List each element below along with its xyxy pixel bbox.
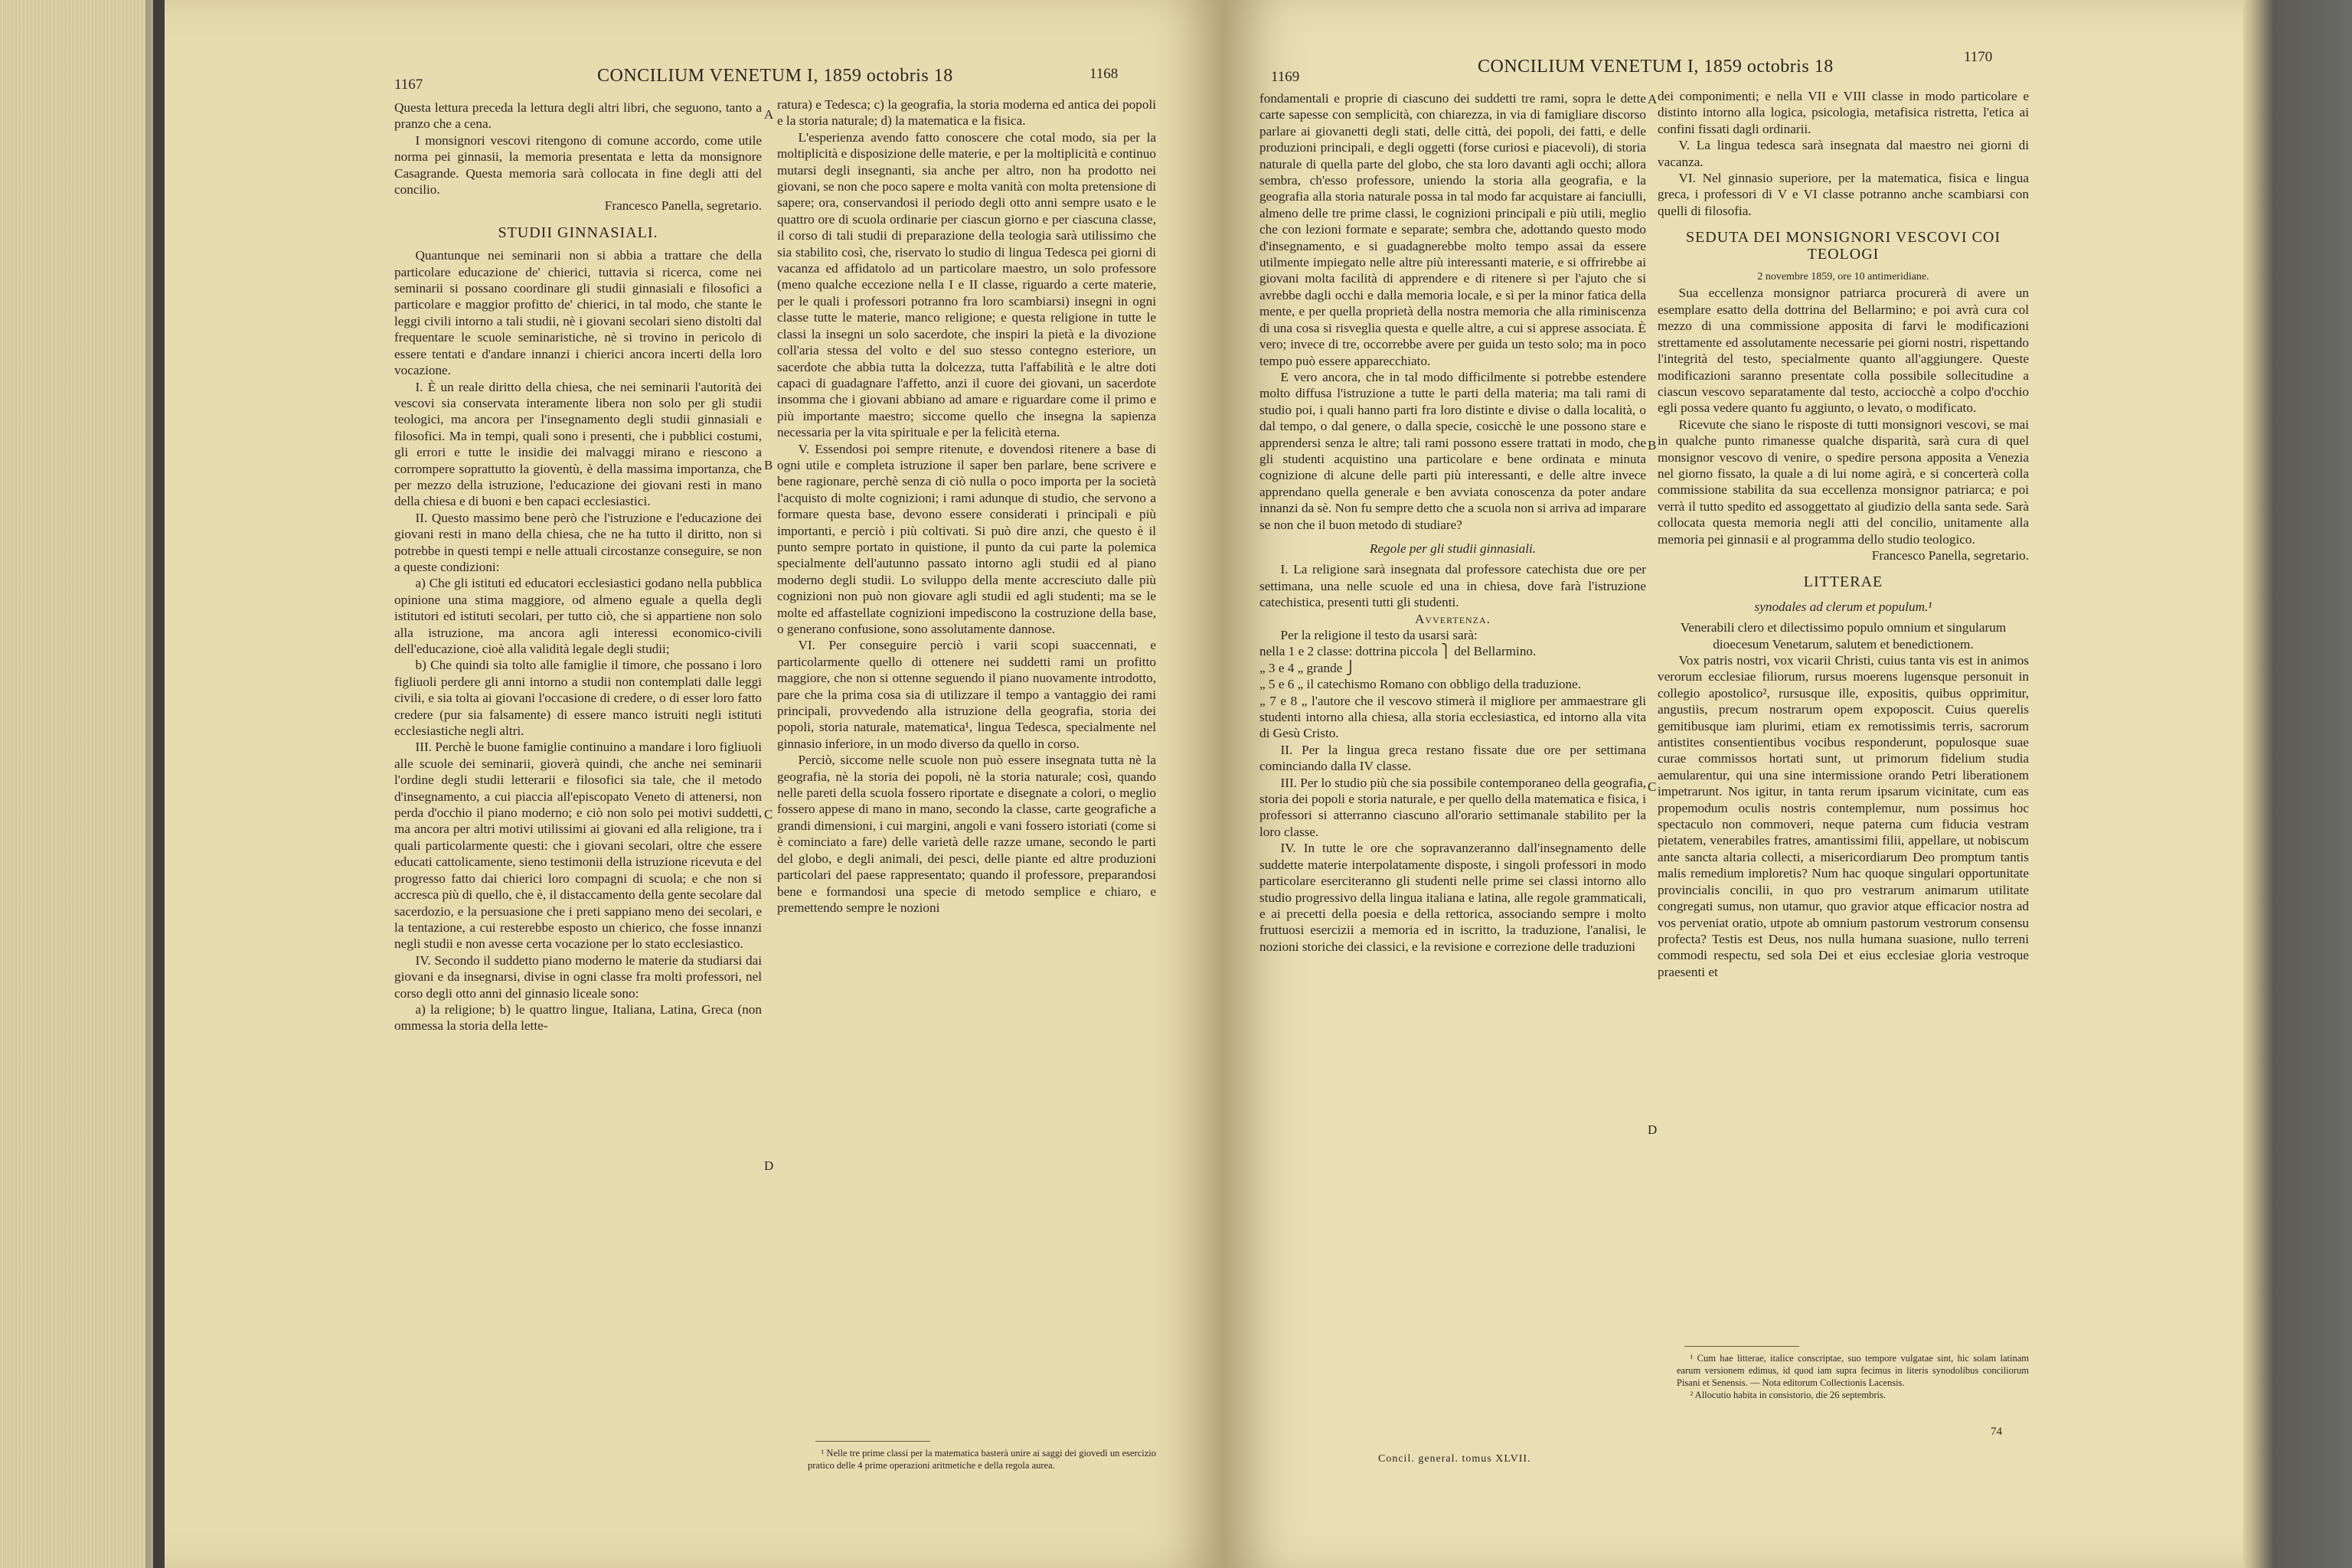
date-line: 2 novembre 1859, ore 10 antimeridiane. [1757, 271, 1929, 283]
section-heading: LITTERAE [1803, 573, 1883, 591]
signature-mark: 74 [1991, 1426, 2002, 1438]
paragraph: b) Che quindi sia tolto alle famiglie il timore, che possano i loro figliuoli perdere gli anni intorno a studii non contemplati dalle leggi civili, e sia tolta ai giovani l'occasione di credere, o di esser loro fatto credere (pur sia falsamente) di essere manco istruiti negli istituti ecclesiastiche negli altri. [394, 658, 762, 739]
margin-letter-a: A [764, 107, 774, 122]
paragraph: L'esperienza avendo fatto conoscere che cotal modo, sia per la moltiplicità e disposizione delle materie, e per la moltiplicità e continuo mutarsi degli insegnanti, sia anche per altro, non ha prodotto nei giovani, se non che poco sapere e molta vanità con molta pretensione di sapere; ora, conservandosi il periodo degli otto anni sempre usato e le quattro ore di scuola ordinarie per ciascun giorno e per ciascuna classe, il corso di tali studii di preparazione della teologia sarà utilissimo che sia stabilito così, che, riservato lo studio di lingua Tedesca pei giorni di vacanza ed affidatolo ad un particolare maestro, un solo professore (meno qualche eccezione nella I e II classe, riguardo a certe materie, per le quali i professori potranno fra loro scambiarsi) insegni in ogni classe tutte le materie, manco religione; e questa religione in tutte le classi la insegni un solo sacerdote, che inspiri la pietà e la divozione coll'aria stessa del volto e del suo stesso contegno esteriore, un sacerdote che abbia tutta la dolcezza, tutta l'affabilità e le altre doti capaci di guadagnare l'affetto, anzi il cuore dei giovani, un sacerdote insomma che i giovani abbiano ad amare e riguardare come il primo e più importante maestro; siccome quello che insegna la sapienza necessaria per la vita spirituale e per la felicità eterna. [777, 129, 1156, 440]
section-heading: SEDUTA DEI MONSIGNORI VESCOVI COI TEOLOGI [1685, 229, 2001, 263]
margin-letter-b: B [764, 458, 773, 472]
page-number-1167: 1167 [394, 77, 423, 93]
paragraph: I. La religione sarà insegnata dal professore catechista due ore per settimana, una nelle scuole ed una in chiesa, dove farà l'istruzione catechistica, presenti tutti gli studenti. [1259, 562, 1646, 610]
signature-line: Francesco Panella, segretario. [1871, 547, 2029, 563]
left-running-header: CONCILIUM VENETUM I, 1859 octobris 18 [597, 66, 953, 86]
subheading: Avvertenza. [1415, 611, 1491, 626]
paragraph: III. Per lo studio più che sia possibile contemporaneo della geografia, storia dei popoli e storia naturale, e per quello della matematica e fisica, i professori si atterranno ciascuno all'orario settimanale stabilito per la loro classe. [1259, 775, 1646, 839]
paragraph: E vero ancora, che in tal modo difficilmente si potrebbe estendere molto diffusa l'istruzione a tutte le parti della materia; ma tali rami di studio poi, i quali hanno parti fra loro distinte e divise o dalla località, o dal tempo, o dal genere, o dalla specie, cosicchè le une possono stare e apprendersi senza le altre; tali rami possono essere trattati in modo, che gli studenti acquistino una particolare e bene ordinata e minuta cognizione di alcune delle parti più interessanti, e delle altre invece apprendano quella generale e ben avviata conoscenza da poter andare innanzi da sè. Non fu sempre detto che a scuola non si arriva ad imparare se non che il buon metodo di studiare? [1259, 369, 1646, 532]
paragraph: Sua eccellenza monsignor patriarca procurerà di avere un esemplare esatto della dottrina del Bellarmino; e poi avrà cura col mezzo di una commissione apposita di farvi le modificazioni strettamente ed assolutamente necessarie pei giorni nostri, rispettando l'integrità del testo, specialmente quanto all'aggiungere. Queste modificazioni saranno presentate colla possibile sollecitudine a ciascun vescovo separatamente dal testo, acciocchè a colpo d'occhio egli possa vedere quanto fu aggiunto, o levato, o modificato. [1658, 286, 2029, 416]
footnote-2: ² Allocutio habita in consistorio, die 26 septembris. [1690, 1390, 1886, 1400]
paragraph: II. Questo massimo bene però che l'istruzione e l'educazione dei giovani resti in mano della chiesa, che ne ha tutto il diritto, non si potrebbe in questi tempi e nelle attuali circostanze conseguire, se non a queste condizioni: [394, 510, 762, 574]
margin-letter-d: D [1648, 1122, 1658, 1137]
paragraph: „ 3 e 4 „ grande ⎭ [1259, 660, 1356, 675]
paragraph: II. Per la lingua greca restano fissate due ore per settimana cominciando dalla IV classe. [1259, 742, 1646, 774]
margin-letter-a: A [1648, 92, 1658, 106]
book-page-stack [0, 0, 153, 1568]
left-footnote [808, 1447, 1156, 1472]
paragraph: III. Perchè le buone famiglie continuino a mandare i loro figliuoli alle scuole dei seminarii, gioverà quindi, che anche nei seminarii l'ordine degli studii letterarii e filosofici sia tale, che il metodo d'insegnamento, a cui piaccia all'episcopato Veneto di attenersi, non perda d'occhio il piano moderno; e ciò non solo pei motivi suddetti, ma ancora per altri motivi utilissimi ai giovani ed alla religione, tra i quali particolarmente questi: che i giovani secolari, oltre che essere educati cattolicamente, sieno testimonii della istruzione ricevuta e del progresso fatto dai chierici loro compagni di scuola; e che non si accresca più di quello, che è, il distaccamento della gente secolare dal sacerdozio, e la persuasione che i preti sappiano meno dei secolari, e la tentazione, a cui resterebbe esposto un chierico, che fosse innanzi negli studii e non avesse certa vocazione per lo stato ecclesiastico. [394, 740, 762, 952]
paragraph: Ricevute che siano le risposte di tutti monsignori vescovi, se mai in qualche punto rimanesse qualche disparità, sarà cura di quel monsignor vescovo di venire, o spedire persona apposita a Venezia nel giorno fissato, la quale a di lui nome agirà, e si concerterà colla commissione stabilita da sua eccellenza monsignor patriarca; e poi verrà il tutto spedito ed assoggettato al giudizio della santa sede. Sarà collocata questa memoria negli atti del concilio, unitamente alla memoria pei ginnasii e al programma dello studio teologico. [1658, 416, 2029, 547]
footnote-text: ¹ Nelle tre prime classi per la matematica basterà unire ai saggi dei giovedì un esercizio pratico delle 4 prime operazioni aritmetiche e della regola aurea. [808, 1448, 1156, 1471]
paragraph: nella 1 e 2 classe: dottrina piccola ⎫ del Bellarmino. [1259, 644, 1537, 659]
footnote-1: ¹ Cum hae litterae, italice conscriptae, suo tempore vulgatae sint, hic solam latinam earum versionem edimus, id quod iam supra fecimus in literis synodolibus conciliorum Pisani et Senensis. — Nota editorum Collectionis Lacensis. [1677, 1353, 2029, 1388]
right-page [1225, 0, 2243, 1568]
volume-footer: Concil. general. tomus XLVII. [1378, 1453, 1531, 1465]
paragraph: Quantunque nei seminarii non si abbia a trattare che della particolare educazione de' chierici, tuttavia si ricerca, come nei seminarii si possano coordinare gli studii ginnasiali e filosofici a particolare e maggior profitto de' chierici, in tal modo, che stante le leggi civili intorno a tali studii, nè i giovani secolari sieno distolti dal frequentare le scuole seminaristiche, nè si trovino in pericolo di essere tentati e d'andare innanzi i chierici ancora incerti della loro vocazione. [394, 248, 762, 378]
paragraph: VI. Per conseguire perciò i varii scopi suaccennati, e particolarmente quello di ottenere nei suddetti rami un profitto maggiore, che non si ottenne seguendo il piano nuovamente introdotto, pare che la prima cosa sia di utilizzare il tempo a vantaggio dei rami principali, provvedendo alla istruzione della geografia, storia dei popoli, storia naturale, matematica¹, lingua Tedesca, specialmente nel ginnasio inferiore, in un modo diverso da quello in corso. [777, 638, 1156, 751]
paragraph: „ 5 e 6 „ il catechismo Romano con obbligo della traduzione. [1259, 677, 1582, 692]
margin-letter-c: C [764, 807, 773, 822]
paragraph: I monsignori vescovi ritengono di comune accordo, come utile norma pei ginnasii, la memoria presentata e letta da monsignore Casagrande. Questa memoria sarà collocata in fine degli atti del concilio. [394, 132, 762, 198]
footnote-rule [815, 1441, 930, 1442]
paragraph: a) Che gli istituti ed educatori ecclesiastici godano nella pubblica opinione una stima maggiore, od almeno eguale a quella degli istitutori ed istituti secolari, per tutto ciò, che si appartiene non solo alla istruzione, ma ancora agli interessi economico-civili dell'educazione, cioè alla validità legale degli studii; [394, 576, 762, 656]
paragraph: I. È un reale diritto della chiesa, che nei seminarii l'autorità dei vescovi sia conservata interamente libera non solo per gli studii teologici, ma ancora per l'insegnamento degli studii ginnasiali e filosofici. Ma in tempi, quali sono i presenti, che i pubblici costumi, gli errori e tutte le insidie dei malvaggi mirano e riescono a corrompere soprattutto la gioventù, è della massima importanza, che per mezzo della istruzione, l'educazione dei giovani resti in mano della chiesa e di buoni e ben capaci ecclesiastici. [394, 379, 762, 509]
paragraph: Per la religione il testo da usarsi sarà: [1280, 628, 1478, 642]
right-running-header: CONCILIUM VENETUM I, 1859 octobris 18 [1478, 57, 1834, 77]
left-column-1 [394, 100, 762, 1034]
page-number-1170: 1170 [1964, 49, 1993, 65]
margin-letter-b: B [1648, 438, 1657, 452]
paragraph: a) la religione; b) le quattro lingue, Italiana, Latina, Greca (non ommessa la storia della lette- [394, 1001, 762, 1034]
paragraph: V. La lingua tedesca sarà insegnata dal maestro nei giorni di vacanza. [1658, 138, 2029, 169]
paragraph: IV. In tutte le ore che sopravanzeranno dall'insegnamento delle suddette materie interpolatamente disposte, i singoli professori in modo particolare eserciteranno gli studenti nelle prime sei classi intorno allo studio progressivo della lingua italiana e latina, alle regole grammaticali, e ai precetti della poesia e della rettorica, associando sempre i molto fruttuosi esercizii a memoria ed in iscritto, la traduzione, l'analisi, le nozioni storiche dei classici, e la revisione e correzione delle traduzioni [1259, 841, 1646, 954]
left-page [165, 0, 1225, 1568]
right-footnotes [1677, 1352, 2029, 1401]
right-column-1 [1259, 90, 1646, 955]
signature-line: Francesco Panella, segretario. [604, 198, 762, 214]
left-column-2 [777, 96, 1156, 916]
margin-letter-d: D [764, 1158, 774, 1173]
footnote-rule [1684, 1346, 1799, 1347]
right-cover-edge [2243, 0, 2352, 1568]
page-number-1168: 1168 [1089, 66, 1119, 82]
paragraph: V. Essendosi poi sempre ritenute, e dovendosi ritenere a base di ogni utile e completa istruzione il saper ben parlare, bene scrivere e bene ragionare, perchè senza di ciò nulla o poco importa per la società l'acquisto di molte cognizioni; i rami adunque di studio, che servono a formare questa base, devono essere considerati i principali e più importanti, e perciò i più coltivati. Si può dire anzi, che questo è il punto sempre portato in quistione, il punto da cui parte la polemica specialmente dell'autunno passato intorno agli studii ed al piano moderno degli studii. Lo sviluppo della mente accresciuto dalle più cognizioni non può non giovare agli studii ed agli studenti; ma se le molte ed affastellate cognizioni impediscono la costruzione della base, o generano confusione, sono assolutamente dannose. [777, 441, 1156, 636]
paragraph: fondamentali e proprie di ciascuno dei suddetti tre rami, sopra le dette carte sapesse con semplicità, con chiarezza, in via di famigliare discorso parlare ai giovanetti degli stati, delle città, dei popoli, dei fatti, e delle produzioni principali, e degli oggetti (forse curiosi e piacevoli), di storia naturale di quella parte del globo, che sta loro davanti agli occhi; allora sembra, ch'esso professore, uniendo la storia alla geografia, e la geografia alla storia naturale possa in tal modo far acquistare ai fanciulli, almeno delle tre prime classi, le cognizioni principali e più utili, meglio che con lezioni formate e separate; sembra che, adottando questo modo d'insegnamento, e si guadagnerebbe molto tempo assai da essere utilmente impiegato nelle altre più interessanti materie, e si offrirebbe ai giovani molta facilità di apprendere e di ritenere sì per l'ajuto che si avrebbe dagli occhi e dalla memoria locale, e sì per la minor fatica della mente, e per quella proprietà della nostra memoria che alla riminiscenza di una cosa si risveglia questa e quelle altre, a cui si apprese associata. È vero; invece di tre, occorrebbe avere per guida un testo solo; ma in poco tempo può essere apparecchiato. [1259, 91, 1646, 368]
paragraph: ratura) e Tedesca; c) la geografia, la storia moderna ed antica dei popoli e la storia naturale; d) la matematica e la fisica. [777, 97, 1156, 129]
paragraph: Perciò, siccome nelle scuole non può essere insegnata tutta nè la geografia, nè la storia dei popoli, nè la storia naturale; così, quando nelle pareti della scuola fossero riportate e disegnate a colori, o meglio fossero appese di mano in mano, secondo la classe, carte geografiche a grandi dimensioni, i cui margini, angoli e vani fossero istoriati (come si è cominciato a fare) delle varietà delle razze umane, secondo le parti del globo, e degli animali, dei pesci, delle piante ed altre produzioni particolari del paese rappresentato; quando il professore, preparandosi bene e formandosi una specie di metodo semplice e chiaro, e premettendo sempre le nozioni [777, 753, 1156, 915]
paragraph: Venerabili clero et dilectissimo populo omnium et singularum dioecesum Venetarum, salutem et benedictionem. [1680, 620, 2007, 652]
paragraph: Questa lettura preceda la lettura degli altri libri, che seguono, tanto a pranzo che a cena. [394, 100, 762, 132]
margin-letter-c: C [1648, 779, 1657, 794]
page-number-1169: 1169 [1271, 69, 1300, 85]
italic-subheading: synodales ad clerum et populum.¹ [1754, 599, 1932, 614]
section-heading: STUDII GINNASIALI. [498, 224, 658, 241]
paragraph: dei componimenti; e nella VII e VIII classe in modo particolare e distinto intorno alla logica, psicologia, metafisica ristretta, l'etica ai confini fissati dagli ordinarii. [1658, 89, 2029, 136]
right-column-2 [1658, 88, 2029, 980]
italic-subheading: Regole per gli studii ginnasiali. [1369, 541, 1537, 556]
paragraph: VI. Nel ginnasio superiore, per la matematica, fisica e lingua greca, i professori di V e VI classe potranno anche scambiarsi con quelli di filosofia. [1658, 171, 2029, 218]
paragraph: IV. Secondo il suddetto piano moderno le materie da studiarsi dai giovani e da insegnarsi, divise in ogni classe fra molti professori, nel corso degli otto anni del ginnasio liceale sono: [394, 952, 762, 1001]
paragraph: „ 7 e 8 „ l'autore che il vescovo stimerà il migliore per ammaestrare gli studenti intorno alla chiesa, alla storia ecclesiastica, ed intorno alla vita di Gesù Cristo. [1259, 693, 1646, 741]
paragraph: Vox patris nostri, vox vicarii Christi, cuius tanta vis est in animos verorum ecclesiae filiorum, rursus moerens lugensque personuit in collegio apostolico², rursusque ille, expositis, quibus opprimitur, angustiis, precum nostrarum opem expoposcit. Cuius querelis gemitibusque iam plurimi, etiam ex remotissimis terris, sacrorum antistites consentientibus vocibus responderunt, populosque suae curae commissos hortati sunt, ut primorum fidelium studia aemularentur, qui una sine intermissione orando Petri liberationem impetrarunt. Nos igitur, in tanta rerum ipsarum vicinitate, cum eas propemodum oculis nostris contemplemur, num possimus hoc spectaculo non commoveri, neque paterna cum fiducia vestram pietatem, venerabiles fratres, amantissimi filii, appellare, ut nobiscum ante sancta altaria collecti, a misericordiarum Deo promptum tantis malis remedium imploretis? Num hac quoque singulari opportunitate provincialis concilii, in quo pro vestrarum animarum utilitate congregati sumus, non utamur, quo gravior atque efficacior nostra ad vos perveniat oratio, utpote ab omnium pastorum vestrorum consensu profecta? Testis est Deus, nos nulla humana suasione, nullo terreni commodi respectu, sed sola Dei et eius ecclesiae gloria vestroque praesenti et [1658, 653, 2029, 979]
